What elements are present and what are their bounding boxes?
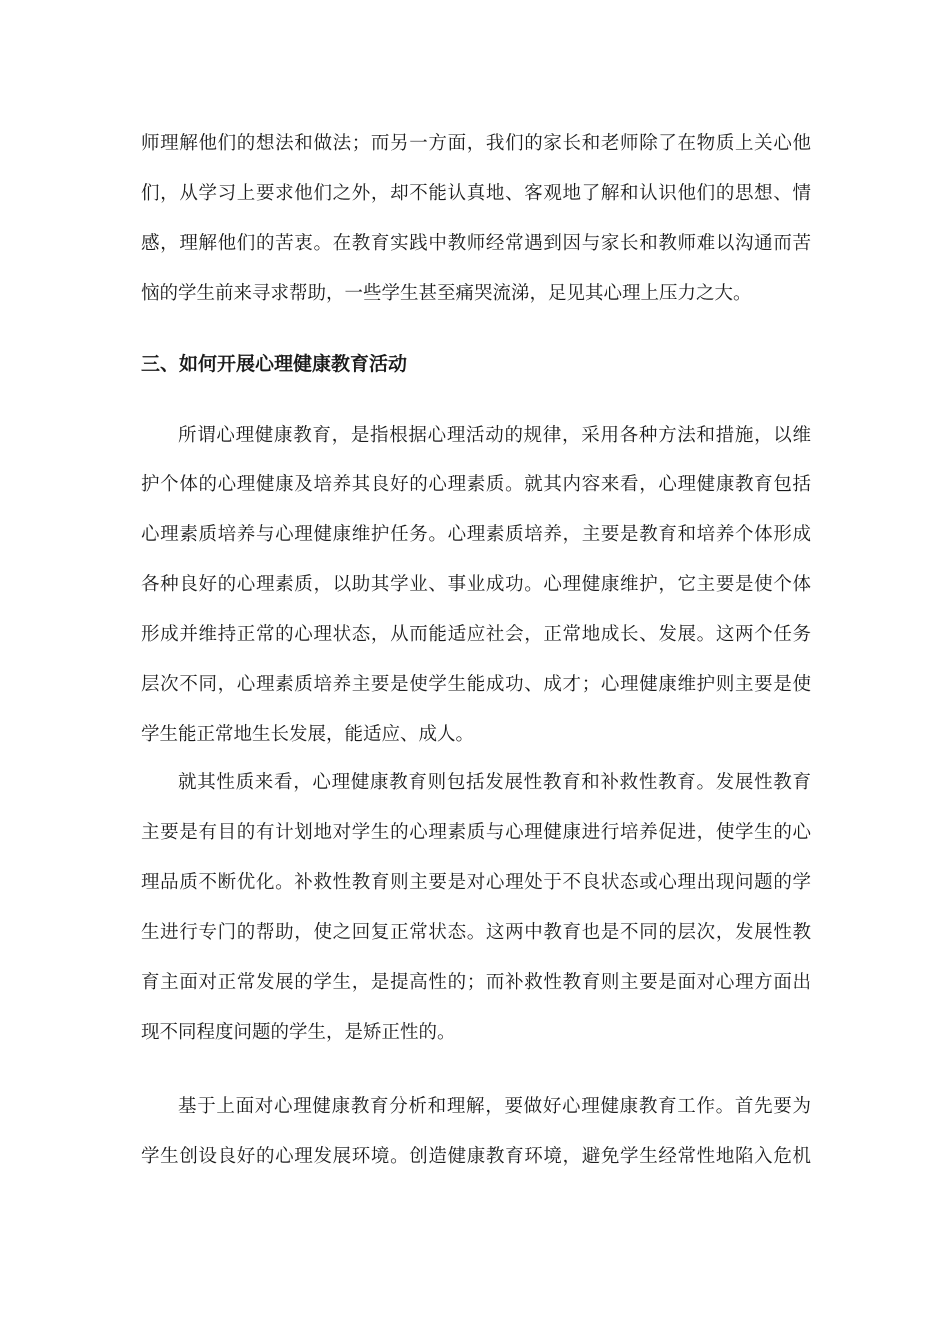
paragraph-line: 师理解他们的想法和做法；而另一方面，我们的家长和老师除了在物质上关心他 bbox=[141, 133, 811, 154]
paragraph-line: 感，理解他们的苦衷。在教育实践中教师经常遇到因与家长和教师难以沟通而苦 bbox=[141, 233, 811, 254]
paragraph-line: 形成并维持正常的心理状态，从而能适应社会，正常地成长、发展。这两个任务 bbox=[141, 624, 811, 645]
paragraph-line: 恼的学生前来寻求帮助，一些学生甚至痛哭流涕，足见其心理上压力之大。 bbox=[141, 283, 752, 304]
paragraph-line: 就其性质来看，心理健康教育则包括发展性教育和补救性教育。发展性教育 bbox=[178, 772, 811, 793]
paragraph-line: 现不同程度问题的学生，是矫正性的。 bbox=[141, 1022, 456, 1043]
paragraph-line: 各种良好的心理素质，以助其学业、事业成功。心理健康维护，它主要是使个体 bbox=[141, 574, 811, 595]
paragraph-line: 理品质不断优化。补救性教育则主要是对心理处于不良状态或心理出现问题的学 bbox=[141, 872, 811, 893]
paragraph-line: 生进行专门的帮助，使之回复正常状态。这两中教育也是不同的层次，发展性教 bbox=[141, 922, 811, 943]
paragraph-line: 主要是有目的有计划地对学生的心理素质与心理健康进行培养促进，使学生的心 bbox=[141, 822, 811, 843]
paragraph-line: 基于上面对心理健康教育分析和理解，要做好心理健康教育工作。首先要为 bbox=[178, 1096, 811, 1117]
paragraph-line: 护个体的心理健康及培养其良好的心理素质。就其内容来看，心理健康教育包括 bbox=[141, 474, 811, 495]
paragraph-line: 们，从学习上要求他们之外，却不能认真地、客观地了解和认识他们的思想、情 bbox=[141, 183, 811, 204]
paragraph-line: 心理素质培养与心理健康维护任务。心理素质培养，主要是教育和培养个体形成 bbox=[141, 524, 811, 545]
paragraph-line: 所谓心理健康教育，是指根据心理活动的规律，采用各种方法和措施，以维 bbox=[178, 425, 811, 446]
section-heading: 三、如何开展心理健康教育活动 bbox=[141, 353, 408, 375]
paragraph-line: 层次不同，心理素质培养主要是使学生能成功、成才；心理健康维护则主要是使 bbox=[141, 674, 811, 695]
paragraph-line: 学生创设良好的心理发展环境。创造健康教育环境，避免学生经常性地陷入危机 bbox=[141, 1146, 811, 1167]
paragraph-line: 育主面对正常发展的学生，是提高性的；而补救性教育则主要是面对心理方面出 bbox=[141, 972, 811, 993]
paragraph-line: 学生能正常地生长发展，能适应、成人。 bbox=[141, 724, 475, 745]
